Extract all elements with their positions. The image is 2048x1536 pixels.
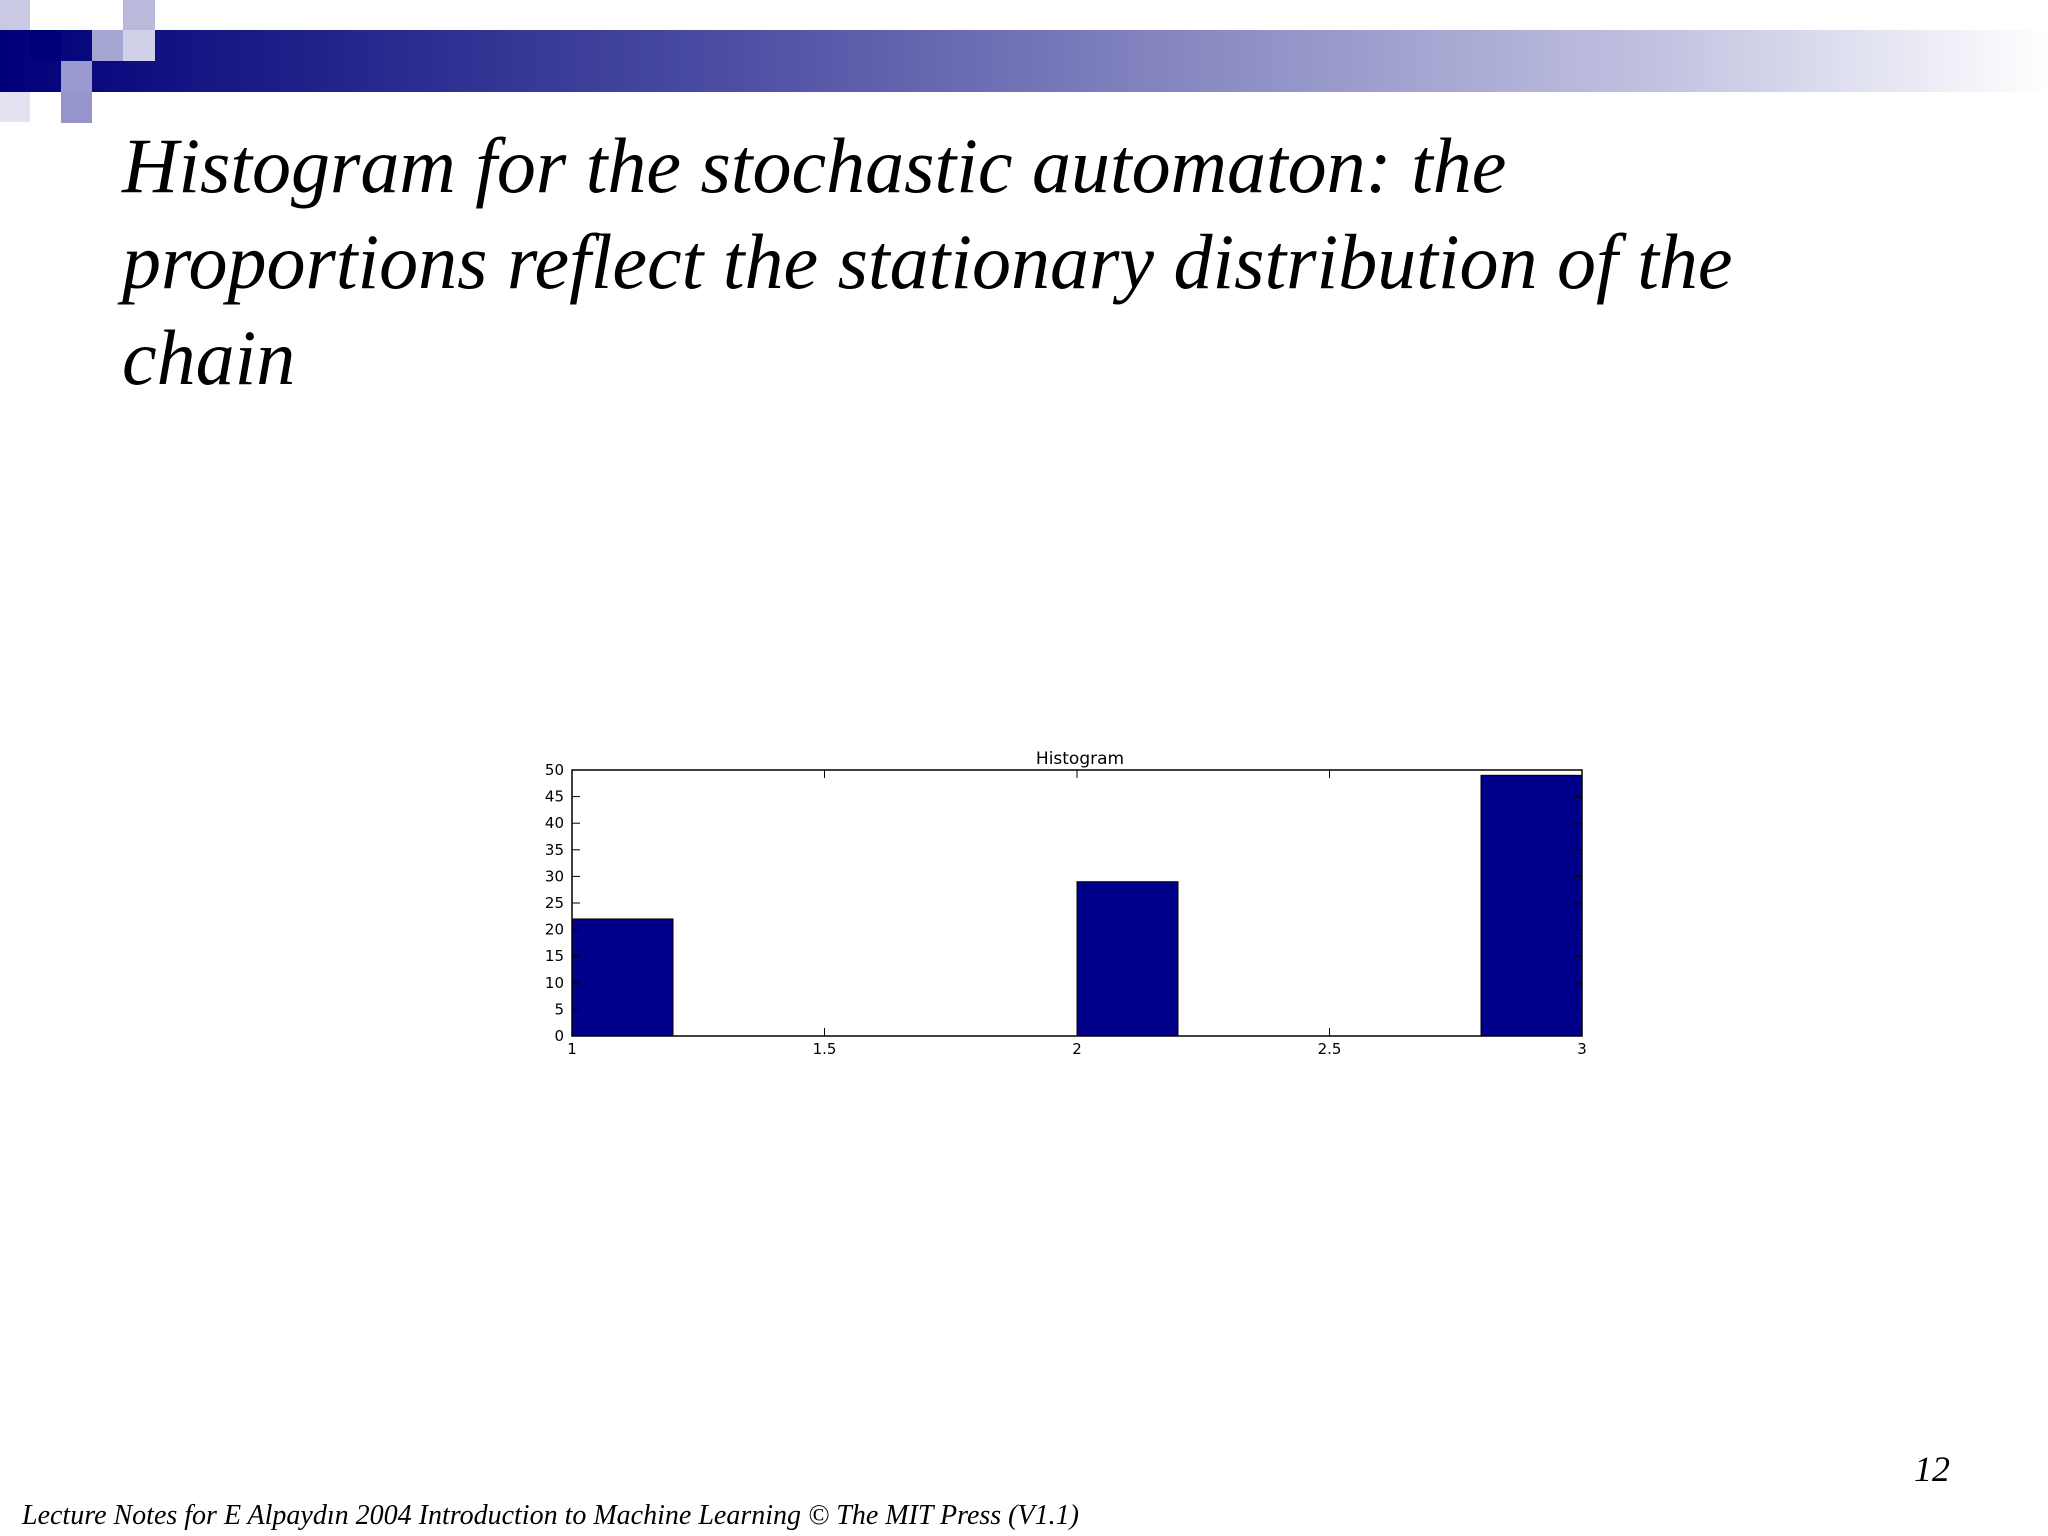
histogram-chart-svg [500,740,1620,1070]
histogram-bar-1 [572,919,673,1036]
histogram-bar-3 [1481,775,1582,1036]
slide-title [122,118,1942,406]
header-square-mid-1 [92,30,123,61]
slide-title-line-1: Histogram for the stochastic automaton: the [122,122,1507,209]
x-tick-label: 1 [567,1040,577,1058]
y-tick-label: 5 [554,1000,564,1019]
page-number: 12 [1914,1449,1950,1489]
y-tick-label: 35 [544,840,564,859]
x-tick-label: 2.5 [1317,1040,1342,1058]
histogram-chart [500,740,1620,1070]
header-square-light-1 [0,0,30,30]
chart-title: Histogram [1035,749,1125,769]
y-tick-label: 10 [544,973,564,992]
header-square-light-2 [123,0,155,30]
x-tick-label: 3 [1577,1040,1587,1058]
y-tick-label: 15 [544,947,564,966]
x-tick-label: 2 [1072,1040,1082,1058]
y-tick-label: 40 [544,814,564,833]
slide-title-line-2: proportions reflect the stationary distribution of the [122,218,1733,305]
header-square-mid-4 [61,92,92,123]
slide-title-line-3: chain [122,314,296,401]
histogram-bar-2 [1077,882,1178,1036]
y-tick-label: 50 [544,761,564,779]
header-square-dark [30,30,61,61]
header-square-light-3 [0,92,30,122]
header-square-mid-3 [61,61,92,92]
header-square-mid-2 [123,30,155,61]
y-tick-label: 30 [544,867,564,886]
x-tick-label: 1.5 [812,1040,837,1058]
y-tick-label: 45 [544,787,564,806]
y-tick-label: 20 [544,920,564,939]
y-tick-label: 25 [544,894,564,912]
y-tick-label: 0 [554,1027,564,1045]
footer-citation: Lecture Notes for E Alpaydın 2004 Introduction to Machine Learning © The MIT Press (V1.1) [22,1500,1079,1531]
header-gradient-band [0,30,2048,92]
